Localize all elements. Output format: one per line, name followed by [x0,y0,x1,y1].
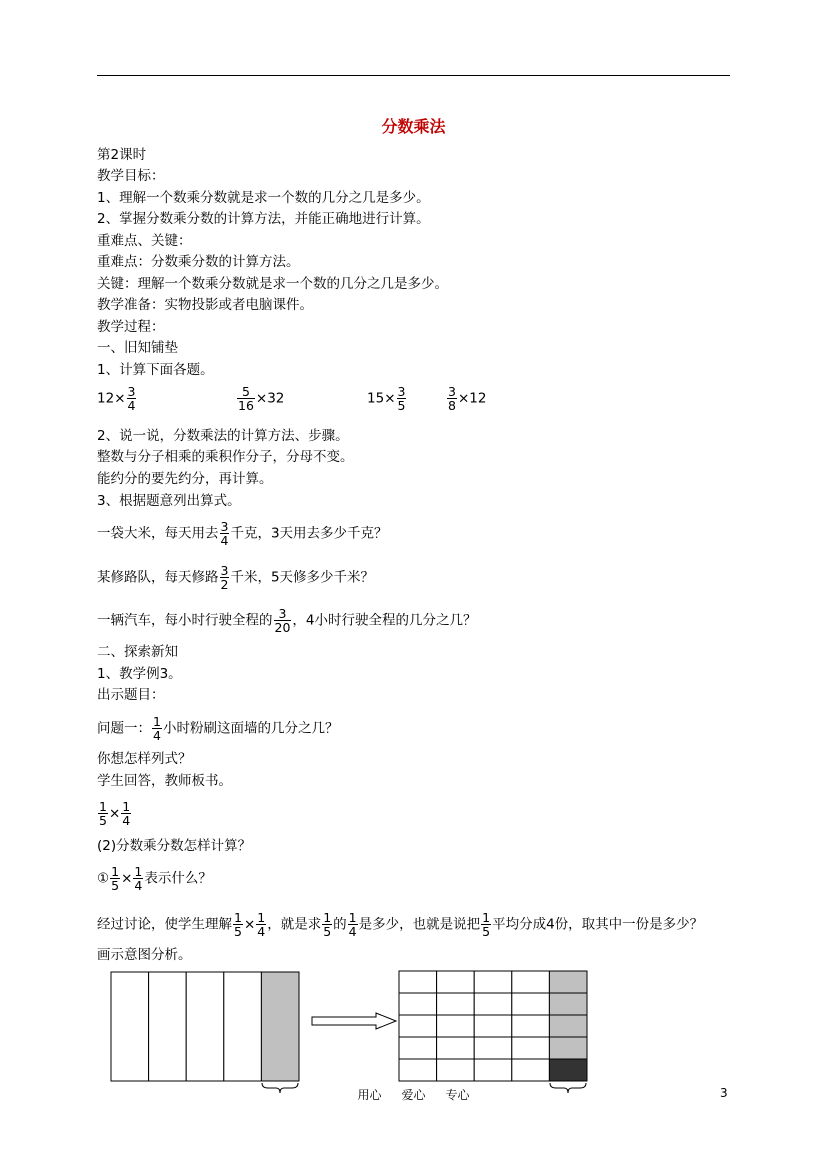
grid-cell [549,1015,587,1037]
grid-cell [437,971,475,993]
left-column [186,972,224,1081]
exercise-4: $\frac{3}{8}$ ×12 [448,384,487,413]
fraction: $\frac{1}{4}$ [153,714,161,743]
grid-cell [512,1059,550,1081]
grid-cell [549,1037,587,1059]
product-expression: $\frac{1}{5}$ × $\frac{1}{4}$ [99,799,131,828]
fraction: $\frac{1}{5}$ [323,910,332,939]
fraction: $\frac{1}{4}$ [122,799,131,828]
grid-cell [437,1037,475,1059]
footer-text-2: 爱心 [401,1088,426,1102]
grid-cell [399,1015,437,1037]
grid-cell [437,1015,475,1037]
left-column [261,972,299,1081]
grid-cell [474,1037,512,1059]
fraction: $\frac{3}{8}$ [448,384,456,413]
discussion-text: 经过讨论，使学生理解 $\frac{1}{5}$ × $\frac{1}{4}$ ，就是求 $\frac{1}{5}$ 的 $\frac{1}{4}$ 是多少，也就是说把 $\frac{1}{5}$ 平均分成4份，取其中一份是多少？ [97,910,704,939]
page-number: 3 [720,1086,728,1100]
grid-cell [512,993,550,1015]
section-2-heading: 二、探索新知 [97,644,178,660]
how-to-write: 你想怎样列式？ [97,751,192,767]
fraction: $\frac{1}{5}$ [99,799,107,828]
left-rectangle [111,972,299,1081]
process-heading: 教学过程： [97,319,165,335]
grid-cell [549,971,587,993]
diagram-heading: 画示意图分析。 [97,947,192,963]
goal-1: 1、理解一个数乘分数就是求一个数的几分之几是多少。 [97,190,430,206]
key-points-heading: 重难点、关键： [97,233,192,249]
fraction: $\frac{3}{5}$ [397,384,406,413]
grid-cell [399,971,437,993]
page-footer [0,1086,827,1103]
exercise-3: 15× $\frac{3}{5}$ [367,384,406,413]
fraction: $\frac{1}{5}$ [482,910,491,939]
meaning-question: ① $\frac{1}{5}$ × $\frac{1}{4}$ 表示什么？ [97,864,212,893]
lesson-number: 第2课时 [97,147,147,163]
grid-cell [437,993,475,1015]
grid-cell [474,993,512,1015]
fraction: $\frac{1}{4}$ [257,910,266,939]
question-two: (2)分数乘分数怎样计算？ [97,838,252,854]
grid-cell [474,1015,512,1037]
teaching-preparation: 教学准备：实物投影或者电脑课件。 [97,297,313,313]
grid-cell [549,1059,587,1081]
rule-1: 整数与分子相乘的乘积作分子，分母不变。 [97,449,354,465]
goal-2: 2、掌握分数乘分数的计算方法，并能正确地进行计算。 [97,211,430,227]
student-answer: 学生回答，教师板书。 [97,773,232,789]
grid-cell [474,1059,512,1081]
question-one: 问题一： $\frac{1}{4}$ 小时粉刷这面墙的几分之几？ [97,714,339,743]
example-heading: 1、教学例3。 [97,666,182,682]
goals-heading: 教学目标： [97,168,165,184]
section-1-heading: 一、旧知铺垫 [97,340,178,356]
fraction: $\frac{3}{2}$ [220,563,229,592]
fraction: $\frac{1}{4}$ [348,910,357,939]
key-point: 关键：理解一个数乘分数就是求一个数的几分之几是多少。 [97,276,448,292]
left-column [224,972,262,1081]
left-column [111,972,149,1081]
problem-car: 一辆汽车，每小时行驶全程的 $\frac{3}{20}$ ，4小时行驶全程的几分之几？ [97,606,477,635]
grid-cell [512,971,550,993]
footer-text-1: 用心 [357,1088,382,1102]
right-grid [399,971,587,1081]
grid-cell [512,1037,550,1059]
grid-cell [512,1015,550,1037]
grid-cell [399,993,437,1015]
grid-cell [399,1059,437,1081]
grid-cell [399,1037,437,1059]
fraction: $\frac{3}{20}$ [274,606,291,635]
exercise-1: 12× $\frac{3}{4}$ [97,384,136,413]
fraction: $\frac{5}{16}$ [238,384,254,413]
fraction: $\frac{1}{4}$ [134,864,143,893]
problem-road: 某修路队，每天修路 $\frac{3}{2}$ 千米，5天修多少千米？ [97,563,375,592]
grid-cell [474,971,512,993]
grid-cell [549,993,587,1015]
page-title: 分数乘法 [381,117,446,136]
problem-rice: 一袋大米，每天用去 $\frac{3}{4}$ 千克，3天用去多少千克？ [97,519,388,548]
fraction: $\frac{1}{5}$ [111,864,120,893]
rule-2: 能约分的要先约分，再计算。 [97,471,273,487]
left-column [149,972,187,1081]
show-question: 出示题目： [97,687,165,703]
calc-heading: 1、计算下面各题。 [97,362,214,378]
exercise-2: $\frac{5}{16}$ ×32 [238,384,285,413]
footer-text-3: 专心 [445,1088,470,1102]
list-heading: 3、根据题意列出算式。 [97,493,241,509]
arrow-icon [312,1013,396,1029]
fraction: $\frac{3}{4}$ [127,384,136,413]
say-method: 2、说一说，分数乘法的计算方法、步骤。 [97,428,349,444]
fraction: $\frac{3}{4}$ [220,519,229,548]
grid-cell [437,1059,475,1081]
fraction: $\frac{1}{5}$ [234,910,242,939]
difficult-point: 重难点：分数乘分数的计算方法。 [97,254,300,270]
